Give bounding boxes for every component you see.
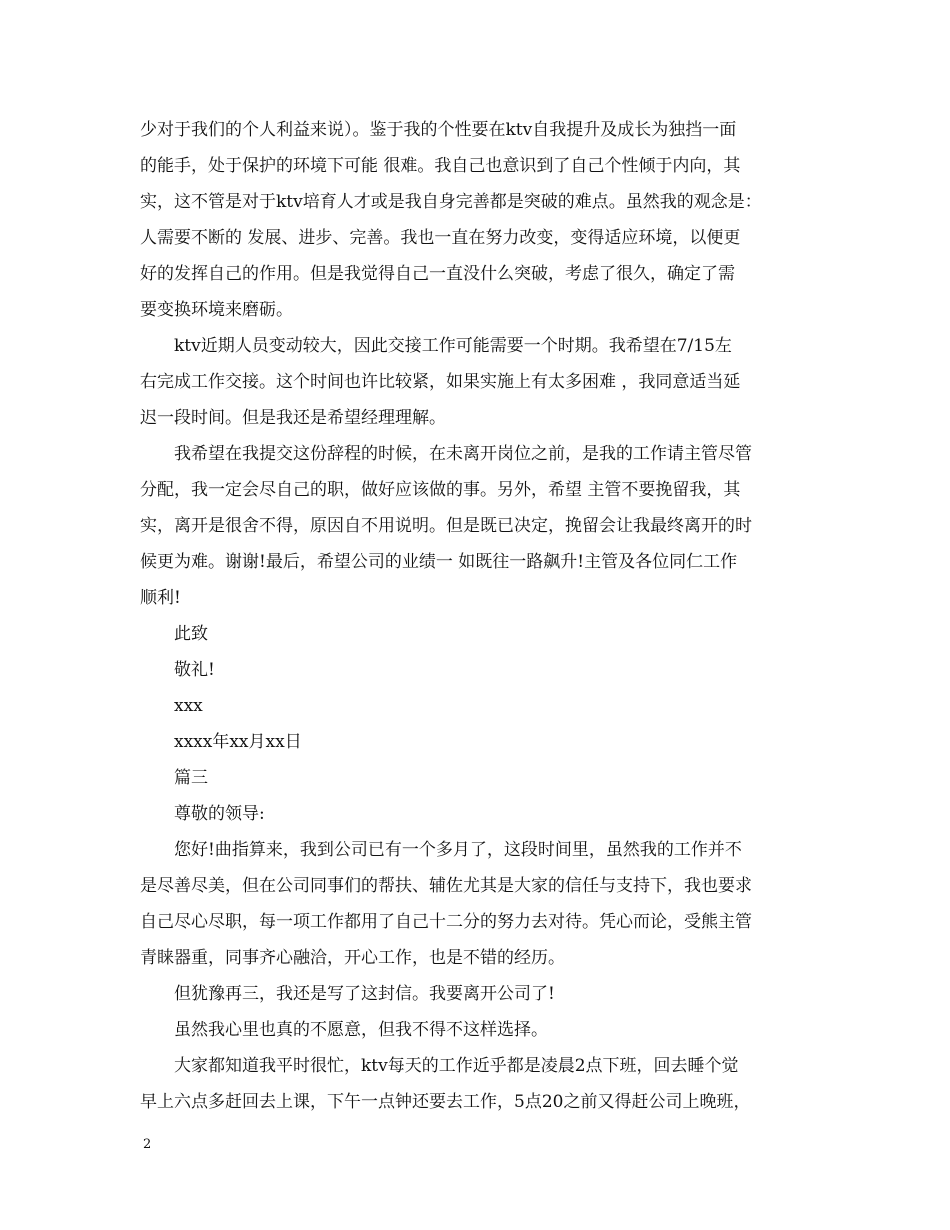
text-line: ktv近期人员变动较大，因此交接工作可能需要一个时期。我希望在7/15左 (174, 336, 732, 356)
text-line: 分配，我一定会尽自己的职，做好应该做的事。另外，希望 主管不要挽留我，其 (140, 480, 741, 500)
text-line: 大家都知道我平时很忙，ktv每天的工作近乎都是凌晨2点下班，回去睡个觉 (174, 1056, 739, 1076)
signature-date: xxxx年xx月xx日 (174, 732, 302, 752)
text-line: 实，这不管是对于ktv培育人才或是我自身完善都是突破的难点。虽然我的观念是： (140, 192, 762, 212)
text-line: 人需要不断的 发展、进步、完善。我也一直在努力改变，变得适应环境，以便更 (140, 228, 741, 248)
signature-name: xxx (174, 696, 203, 716)
text-line: 我希望在我提交这份辞程的时候，在未离开岗位之前，是我的工作请主管尽管 (174, 444, 752, 464)
text-line: 虽然我心里也真的不愿意，但我不得不这样选择。 (174, 1020, 548, 1040)
text-line: 少对于我们的个人利益来说）。鉴于我的个性要在ktv自我提升及成长为独挡一面 (140, 120, 737, 140)
text-line: 要变换环境来磨砺。 (140, 300, 293, 320)
page-number: 2 (143, 1137, 152, 1152)
text-line: 实，离开是很舍不得，原因自不用说明。但是既已决定，挽留会让我最终离开的时 (140, 516, 752, 536)
text-line: 好的发挥自己的作用。但是我觉得自己一直没什么突破，考虑了很久，确定了需 (140, 264, 735, 284)
text-line: 您好!曲指算来，我到公司已有一个多月了，这段时间里，虽然我的工作并不 (174, 840, 742, 860)
closing-salutation: 此致 (174, 624, 208, 644)
text-line: 顺利! (140, 588, 181, 608)
text-line: 的能手，处于保护的环境下可能 很难。我自己也意识到了自己个性倾于内向，其 (140, 156, 741, 176)
text-line: 青睐器重，同事齐心融洽，开心工作，也是不错的经历。 (140, 948, 565, 968)
text-line: 右完成工作交接。这个时间也许比较紧，如果实施上有太多困难 ，我同意适当延 (140, 372, 741, 392)
text-line: 自己尽心尽职，每一项工作都用了自己十二分的努力去对待。凭心而论，受熊主管 (140, 912, 752, 932)
text-line: 但犹豫再三，我还是写了这封信。我要离开公司了! (174, 984, 555, 1004)
document-body (140, 112, 830, 1120)
text-line: 候更为难。谢谢!最后，希望公司的业绩一 如既往一路飙升!主管及各位同仁工作 (140, 552, 738, 572)
text-line: 早上六点多赶回去上课，下午一点钟还要去工作，5点20之前又得赶公司上晚班， (140, 1092, 751, 1112)
text-line: 是尽善尽美，但在公司同事们的帮扶、辅佐尤其是大家的信任与支持下，我也要求 (140, 876, 752, 896)
section-heading: 篇三 (174, 768, 208, 788)
text-line: 迟一段时间。但是我还是希望经理理解。 (140, 408, 446, 428)
letter-greeting: 尊敬的领导: (174, 804, 265, 824)
closing-regards: 敬礼! (174, 660, 215, 680)
